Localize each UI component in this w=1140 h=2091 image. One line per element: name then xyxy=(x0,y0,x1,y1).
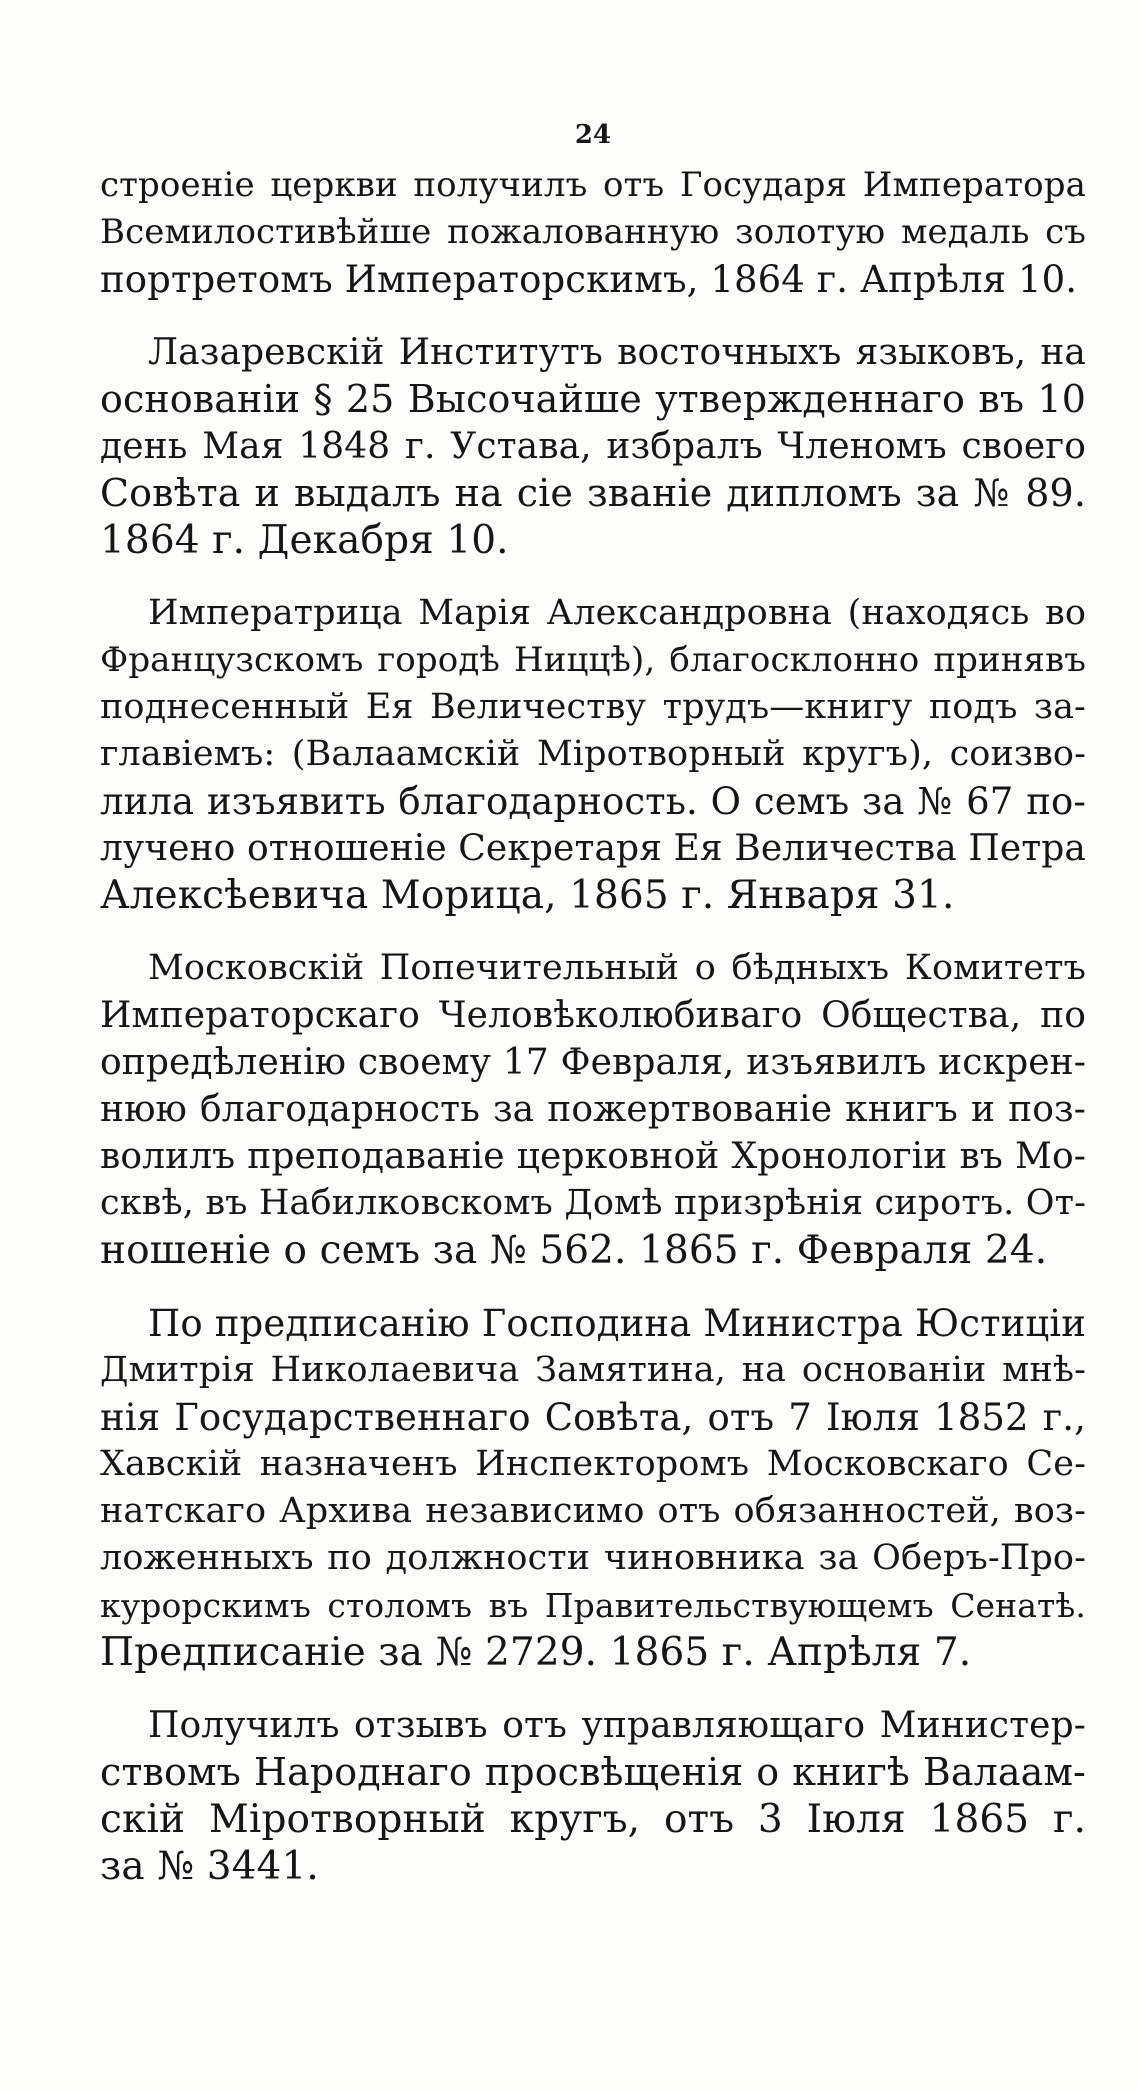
text-line: за № 3441. xyxy=(100,1844,319,1889)
text-line: опредѣленію своему 17 Февраля, изъявилъ искрен- xyxy=(100,1042,1086,1083)
text-line: Хавскій назначенъ Инспекторомъ Московскаго Се- xyxy=(100,1444,1086,1484)
text-line: натскаго Архива независимо отъ обязанностей, воз- xyxy=(100,1491,1086,1531)
text-line: нюю благодарность за пожертвованіе книгъ и поз- xyxy=(100,1089,1086,1130)
text-line: Всемилостивѣйше пожалованную золотую медаль съ xyxy=(100,212,1086,252)
text-line: лучено отношеніе Секретаря Ея Величества Петра xyxy=(100,828,1086,869)
paragraph-3 xyxy=(100,590,1086,919)
text-line: По предписанію Господина Министра Юстиціи xyxy=(148,1302,1086,1345)
text-line: Императрица Марія Александровна (находясь во xyxy=(148,593,1086,633)
text-line: Получилъ отзывъ отъ управляющаго Министер- xyxy=(148,1705,1086,1746)
text-line: волилъ преподаваніе церковной Хронологіи въ Мо- xyxy=(100,1136,1086,1177)
text-line: Московскій Попечительный о бѣдныхъ Комитетъ xyxy=(148,948,1086,988)
text-line: Лазаревскій Институтъ восточныхъ языковъ, на xyxy=(148,332,1086,373)
text-line: портретомъ Императорскимъ, 1864 г. Апрѣля 10. xyxy=(100,258,1078,301)
text-line: ношеніе о семъ за № 562. 1865 г. Февраля 24. xyxy=(100,1228,1048,1273)
text-line: Предписаніе за № 2729. 1865 г. Апрѣля 7. xyxy=(100,1630,972,1675)
text-line: основаніи § 25 Высочайше утвержденнаго въ 10 xyxy=(100,377,1086,421)
text-line: день Мая 1848 г. Устава, избралъ Членомъ своего xyxy=(100,426,1086,467)
text-line: сквѣ, въ Набилковскомъ Домѣ призрѣнія сиротъ. От- xyxy=(100,1183,1086,1223)
paragraph-2 xyxy=(100,329,1086,564)
text-line: Совѣта и выдалъ на сіе званіе дипломъ за № 89. xyxy=(100,471,1086,515)
text-line: Французскомъ городѣ Ниццѣ), благосклонно принявъ xyxy=(100,640,1086,680)
paragraph-5 xyxy=(100,1300,1086,1676)
text-line: Императорскаго Человѣколюбиваго Общества, по xyxy=(100,995,1086,1036)
book-page xyxy=(100,120,1086,1916)
paragraph-1 xyxy=(100,162,1086,303)
text-line: главіемъ: (Валаамскій Міротворный кругъ), соизво- xyxy=(100,734,1086,774)
text-line: Алексѣевича Морица, 1865 г. Января 31. xyxy=(100,873,955,918)
text-line: курорскимъ столомъ въ Правительствующемъ Сенатѣ. xyxy=(100,1586,1086,1625)
paragraph-6 xyxy=(100,1702,1086,1890)
paragraph-4 xyxy=(100,945,1086,1274)
text-line: скій Міротворный кругъ, отъ 3 Іюля 1865 г. xyxy=(100,1797,1086,1842)
text-line: нія Государственнаго Совѣта, отъ 7 Іюля 1852 г., xyxy=(100,1396,1086,1439)
text-line: ствомъ Народнаго просвѣщенія о книгѣ Валаам- xyxy=(100,1750,1086,1794)
text-line: 1864 г. Декабря 10. xyxy=(100,518,509,563)
text-line: Дмитрія Николаевича Замятина, на основаніи мнѣ- xyxy=(100,1350,1086,1390)
text-line: строеніе церкви получилъ отъ Государя Императора xyxy=(100,165,1086,205)
page-number: 24 xyxy=(574,120,612,150)
text-line: поднесенный Ея Величеству трудъ—книгу подъ за- xyxy=(100,687,1086,727)
text-line: лила изъявить благодарность. О семъ за № 67 по- xyxy=(100,780,1086,823)
text-line: ложенныхъ по должности чиновника за Оберъ-Про- xyxy=(100,1538,1086,1578)
